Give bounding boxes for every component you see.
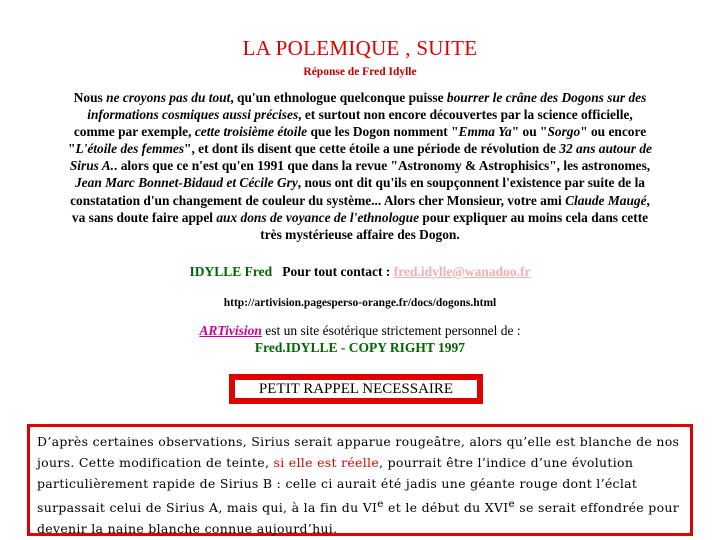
text-run: pour expliquer au moins cela dans cette très mystérieuse affaire des Dogon. bbox=[260, 209, 649, 242]
text-run-italic: 32 ans autour de Sirus A. bbox=[69, 141, 652, 174]
text-run-italic: aux dons de voyance de l'ethnologue bbox=[216, 209, 420, 225]
page-title: LA POLEMIQUE , SUITE bbox=[242, 36, 478, 60]
brand-link[interactable]: ARTivision bbox=[199, 323, 262, 338]
superscript: e bbox=[508, 498, 516, 510]
note-text: D’après certaines observations, Sirius serait apparue rougeâtre, alors qu’elle est blanche de nos jours. Cette modification de teinte, bbox=[37, 434, 680, 470]
text-run: ", les astronomes, bbox=[549, 158, 651, 174]
text-run: " ou encore " bbox=[68, 124, 647, 157]
text-run: . alors que ce n'est qu'en 1991 que dans la revue " bbox=[114, 158, 398, 174]
text-run: " ou " bbox=[511, 124, 548, 140]
reminder-heading-box: PETIT RAPPEL NECESSAIRE bbox=[229, 374, 483, 404]
copyright-text: Fred.IDYLLE - COPY RIGHT 1997 bbox=[254, 340, 466, 355]
contact-label: Pour tout contact : bbox=[282, 264, 394, 279]
note-highlight: si elle est réelle bbox=[273, 455, 380, 470]
text-run: , va sans doute faire appel bbox=[71, 192, 650, 225]
text-run-italic: Emma Ya bbox=[458, 124, 512, 140]
text-run-italic: ne croyons pas du tout bbox=[106, 90, 231, 105]
text-run-italic: Sorgo bbox=[547, 124, 581, 140]
reminder-note bbox=[27, 424, 693, 536]
text-run-italic: bourrer le crâne des Dogons sur des informations cosmiques aussi précises bbox=[87, 90, 647, 123]
text-run: Astronomy & Astrophisics bbox=[397, 158, 550, 174]
note-text: et le début du XVI bbox=[383, 500, 509, 516]
text-run-italic: Claude Maugé bbox=[565, 192, 647, 208]
text-run: , nous ont dit qu'ils en soupçonnent l'existence par suite de la constatation d'un changement de couleur du système... Alors cher Monsieur, votre ami bbox=[70, 175, 646, 208]
text-run: ", et dont ils disent que cette étoile a une période de révolution de bbox=[184, 141, 560, 157]
brand-description: est un site ésotérique strictement personnel de : bbox=[261, 323, 521, 338]
text-run: Nous bbox=[73, 90, 107, 105]
contact-line bbox=[0, 264, 720, 280]
superscript: e bbox=[377, 498, 384, 510]
page-subtitle: Réponse de Fred Idylle bbox=[303, 66, 417, 78]
text-run: que les Dogon nomment " bbox=[307, 124, 459, 140]
author-name: IDYLLE Fred bbox=[189, 264, 273, 279]
note-text: se serait effondrée pour devenir la naine blanche connue aujourd’hui. bbox=[37, 500, 680, 537]
text-run-italic: cette troisième étoile bbox=[194, 124, 308, 140]
note-text: , pourrait être l’indice d’une évolution particulièrement rapide de Sirius B : celle ci aurait été jadis une géante rouge dont l’éclat surpassait celui de Sirius A, mais qui, à la fin du VI bbox=[37, 455, 638, 516]
text-run-italic: Jean Marc Bonnet-Bidaud et Cécile Gry bbox=[74, 175, 298, 191]
text-run-italic: L'étoile des femmes bbox=[75, 141, 185, 157]
email-link[interactable]: fred.idylle@wanadoo.fr bbox=[393, 264, 531, 279]
page-url: http://artivision.pagesperso-orange.fr/docs/dogons.html bbox=[223, 297, 497, 309]
main-paragraph bbox=[68, 89, 652, 243]
text-run: , qu'un ethnologue quelconque puisse bbox=[230, 90, 447, 105]
brand-block bbox=[0, 322, 720, 356]
text-run: , et surtout non encore découvertes par la science officielle, comme par exemple, bbox=[73, 107, 633, 140]
